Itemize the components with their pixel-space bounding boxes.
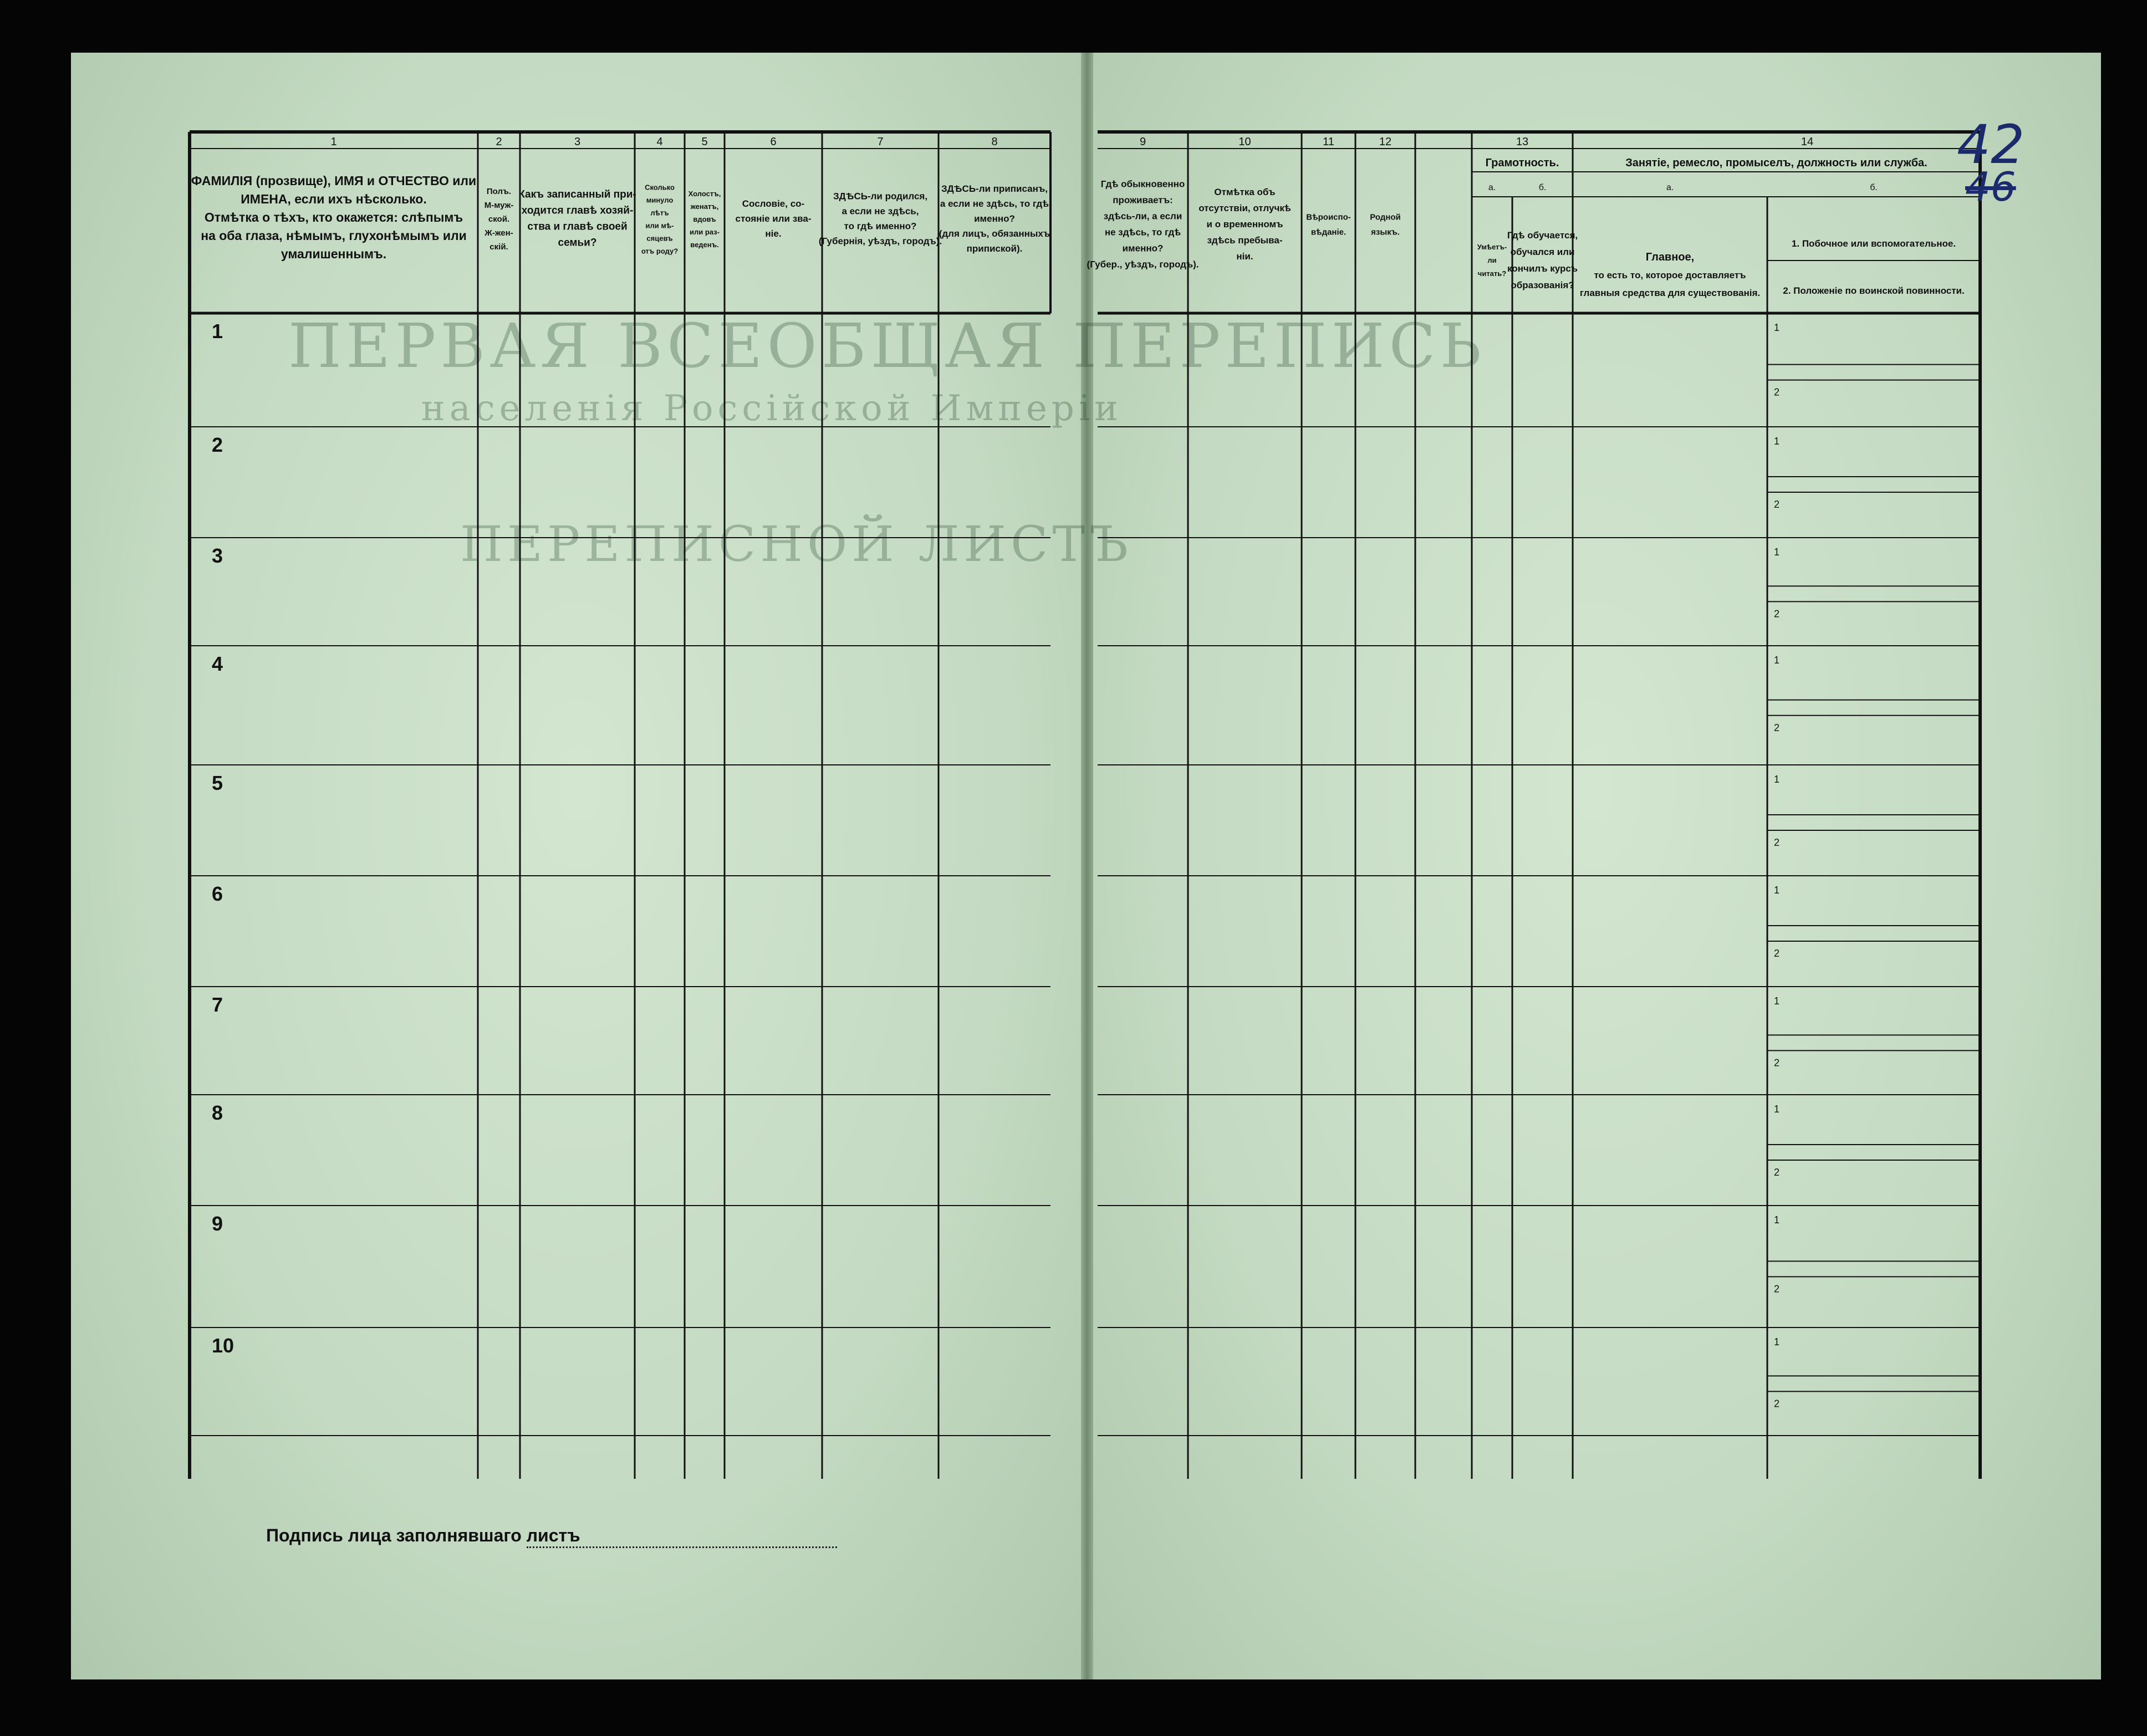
column-header-text: Гдѣ обыкновенно (1100, 178, 1185, 190)
subrow-mark: 2 (1774, 608, 1780, 620)
column-header-text: ства и главѣ своей (527, 221, 628, 233)
column-number: 14 (1801, 136, 1814, 148)
column-header-text: (Губернія, уѣздъ, городъ). (818, 236, 942, 247)
column-number: 13 (1516, 136, 1529, 148)
column-header-text: языкъ. (1371, 227, 1400, 237)
subrow-mark: 1 (1774, 1214, 1780, 1226)
column-header-text: обучался или (1510, 247, 1575, 257)
column-header-text: то есть то, которое доставляетъ (1594, 270, 1746, 280)
column-number: 12 (1379, 136, 1392, 148)
subrow-mark: 1 (1774, 655, 1780, 666)
column-header-text: 1. Побочное или вспомогательное. (1791, 238, 1956, 249)
column-number: 3 (574, 136, 581, 148)
column-header-text: вдовъ (693, 215, 716, 223)
subrow-mark: 1 (1774, 1104, 1780, 1115)
column-header-text: Отмѣтка о тѣхъ, кто окажется: слѣпымъ (204, 210, 463, 224)
column-number: 8 (991, 136, 998, 148)
column-header-text: минуло (646, 196, 674, 205)
column-header-text: проживаетъ: (1113, 195, 1173, 206)
subrow-mark: 2 (1774, 837, 1780, 848)
column-header-text: ской. (488, 215, 510, 224)
column-header-text: Занятіе, ремесло, промыселъ, должность или служба. (1625, 157, 1927, 169)
bleed-through-title: ПЕРВАЯ ВСЕОБЩАЯ ПЕРЕПИСЬ (288, 310, 1486, 381)
column-header-text: Вѣроиспо- (1306, 212, 1351, 222)
column-header-text: ИМЕНА, если ихъ нѣсколько. (241, 192, 427, 206)
row-number: 10 (212, 1334, 234, 1357)
row-number: 2 (212, 433, 223, 456)
column-header-text: или мѣ- (645, 221, 674, 230)
column-header-text: ЗДѢСЬ-ли родился, (833, 191, 928, 202)
row-number: 5 (212, 772, 223, 794)
subrow-mark: 2 (1774, 1167, 1780, 1178)
column-header-text: умалишеннымъ. (281, 247, 387, 261)
subrow-mark: 1 (1774, 436, 1780, 447)
row-number: 4 (212, 652, 223, 675)
subrow-mark: 2 (1774, 1398, 1780, 1410)
column-header-text: Грамотность. (1485, 157, 1559, 169)
column-header-text: ніе. (765, 228, 782, 239)
column-header-text: Сословіе, со- (742, 198, 805, 209)
column-header-text: именно? (1122, 243, 1164, 254)
column-header-text: на оба глаза, нѣмымъ, глухонѣмымъ или (201, 228, 467, 243)
column-number: 6 (770, 136, 777, 148)
column-header-text: образованія? (1511, 280, 1574, 290)
column-header-text: и о временномъ (1206, 219, 1283, 229)
column-header-text: женатъ, (690, 202, 719, 211)
column-header-text: лѣтъ (650, 208, 669, 217)
column-header-text: стояніе или зва- (735, 213, 812, 224)
column-number: 5 (701, 136, 708, 148)
column-header-text: отъ роду? (641, 247, 679, 256)
column-header-text: Гдѣ обучается, (1507, 230, 1578, 241)
row-number: 6 (212, 882, 223, 905)
column-header-text: Какъ записанный при- (518, 188, 636, 201)
subrow-mark: 1 (1774, 547, 1780, 558)
archive-sheet-number: 42 (1957, 114, 2025, 176)
column-header-text: Умѣетъ- (1477, 243, 1507, 251)
subrow-mark: 1 (1774, 774, 1780, 785)
subrow-mark: 2 (1774, 1283, 1780, 1295)
row-number: 3 (212, 544, 223, 567)
column-header-text: или раз- (690, 228, 720, 236)
subrow-mark: 2 (1774, 948, 1780, 959)
column-header-text: ЗДѢСЬ-ли приписанъ, (941, 183, 1048, 194)
column-header-text: (Губер., уѣздъ, городъ). (1087, 259, 1199, 270)
subrow-mark: 2 (1774, 499, 1780, 510)
subcolumn-letter: а. (1666, 183, 1674, 192)
column-header-text: а если не здѣсь, то гдѣ (940, 198, 1049, 209)
form-text (191, 136, 1965, 1409)
subrow-mark: 2 (1774, 386, 1780, 398)
row-number: 8 (212, 1101, 223, 1124)
column-header-text: вѣданіе. (1310, 227, 1347, 237)
column-header-text: Родной (1370, 212, 1401, 222)
form-lines (190, 132, 1980, 1479)
column-header-text: отсутствіи, отлучкѣ (1199, 203, 1291, 213)
column-number: 7 (877, 136, 884, 148)
signature-line[interactable] (527, 1546, 837, 1548)
column-header-text: ли (1487, 256, 1497, 264)
column-header-text: читать? (1477, 269, 1507, 278)
column-header-text: Холостъ, (688, 190, 721, 198)
column-header-text: главныя средства для существованія. (1579, 288, 1761, 298)
column-header-text: Отмѣтка объ (1214, 187, 1276, 197)
row-number: 9 (212, 1212, 223, 1235)
column-header-text: семьи? (558, 237, 597, 249)
column-number: 2 (496, 136, 502, 148)
column-header-text: ніи. (1236, 251, 1253, 262)
column-header-text: Сколько (645, 183, 675, 192)
column-header-text: ФАМИЛІЯ (прозвище), ИМЯ и ОТЧЕСТВО или (191, 173, 477, 188)
subrow-mark: 1 (1774, 322, 1780, 333)
column-header-text: скій. (489, 242, 508, 252)
column-header-text: М-муж- (484, 201, 514, 210)
column-header-text: 2. Положеніе по воинской повинности. (1783, 285, 1965, 296)
column-number: 11 (1323, 136, 1334, 148)
subrow-mark: 1 (1774, 885, 1780, 896)
bleed-through-subtitle: населенія Россійской Имперіи (421, 388, 1123, 429)
signature-label: Подпись лица заполнявшаго листъ (266, 1525, 580, 1545)
column-header-text: припиской). (966, 243, 1023, 254)
subcolumn-letter: б. (1538, 183, 1547, 192)
column-number: 1 (330, 136, 337, 148)
column-header-text: здѣсь-ли, а если (1103, 211, 1182, 222)
row-number: 7 (212, 993, 223, 1016)
archive-old-number: 46 (1965, 164, 2016, 210)
subrow-mark: 2 (1774, 1057, 1780, 1069)
subrow-mark: 1 (1774, 995, 1780, 1007)
column-header-text: веденъ. (690, 241, 719, 249)
subcolumn-letter: а. (1488, 183, 1496, 192)
column-header-text: а если не здѣсь, (842, 206, 919, 217)
column-header-text: кончилъ курсъ (1507, 263, 1578, 274)
bleed-through-form: ПЕРЕПИСНОЙ ЛИСТЪ (460, 515, 1133, 573)
column-header-text: сяцевъ (646, 234, 673, 243)
column-header-text: Ж-жен- (485, 228, 513, 238)
column-header-text: ходится главѣ хозяй- (521, 205, 634, 217)
column-header-text: не здѣсь, то гдѣ (1104, 227, 1181, 238)
subcolumn-letter: б. (1870, 183, 1878, 192)
column-header-text: здѣсь пребыва- (1207, 235, 1283, 246)
row-number: 1 (212, 320, 223, 343)
column-number: 4 (656, 136, 663, 148)
column-number: 10 (1238, 136, 1251, 148)
subrow-mark: 2 (1774, 722, 1780, 733)
column-header-text: Главное, (1645, 251, 1695, 263)
column-header-text: Полъ. (486, 187, 512, 196)
column-header-text: то гдѣ именно? (844, 221, 917, 232)
column-header-text: именно? (974, 213, 1015, 224)
subrow-mark: 1 (1774, 1336, 1780, 1347)
column-number: 9 (1139, 136, 1146, 148)
column-header-text: (для лицъ, обязанныхъ (939, 228, 1050, 239)
